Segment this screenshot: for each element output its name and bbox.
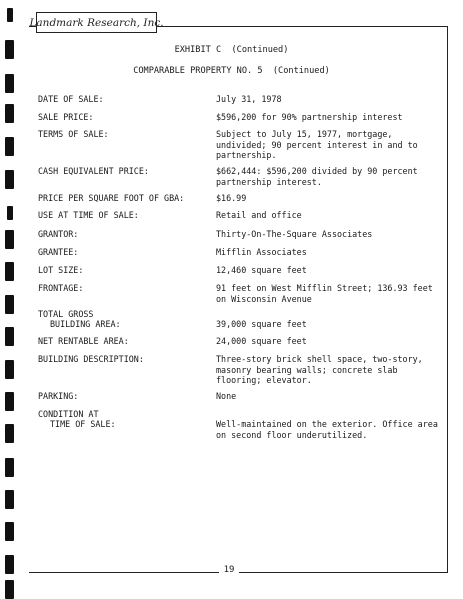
binding-hole — [5, 490, 14, 509]
binding-hole — [5, 295, 14, 314]
label-building-area: BUILDING AREA: — [50, 319, 121, 329]
value-date-of-sale: July 31, 1978 — [216, 94, 282, 104]
binding-hole — [5, 555, 14, 574]
label-parking: PARKING: — [38, 391, 79, 401]
label-grantor: GRANTOR: — [38, 229, 79, 239]
binding-hole — [5, 230, 14, 249]
property-title: COMPARABLE PROPERTY NO. 5 (Continued) — [133, 66, 330, 76]
label-grantee: GRANTEE: — [38, 247, 79, 257]
label-net-rentable-area: NET RENTABLE AREA: — [38, 336, 129, 346]
value-sale-price: $596,200 for 90% partnership interest — [216, 112, 403, 122]
label-date-of-sale: DATE OF SALE: — [38, 94, 104, 104]
binding-hole — [5, 392, 14, 411]
binding-hole — [5, 424, 14, 443]
frame-bottom-rule — [29, 572, 219, 573]
binding-hole — [5, 74, 14, 93]
value-terms-of-sale: Subject to July 15, 1977, mortgage, undivided; 90 percent interest in and to partnership. — [216, 129, 418, 160]
label-total-gross: TOTAL GROSS — [38, 309, 94, 319]
binding-hole — [5, 580, 14, 599]
value-parking: None — [216, 391, 237, 401]
value-grantee: Mifflin Associates — [216, 247, 307, 257]
value-lot-size: 12,460 square feet — [216, 265, 307, 275]
value-use-at-time-of-sale: Retail and office — [216, 210, 302, 220]
label-terms-of-sale: TERMS OF SALE: — [38, 129, 109, 139]
frame-bottom-rule — [239, 572, 448, 573]
binding-hole — [7, 206, 13, 220]
value-condition-at-time-of-sale: Well-maintained on the exterior. Office area on second floor underutilized. — [216, 419, 438, 440]
label-condition-at: CONDITION AT — [38, 409, 99, 419]
value-net-rentable-area: 24,000 square feet — [216, 336, 307, 346]
binding-hole — [5, 458, 14, 477]
label-cash-equivalent-price: CASH EQUIVALENT PRICE: — [38, 166, 149, 176]
binding-hole — [5, 360, 14, 379]
label-lot-size: LOT SIZE: — [38, 265, 84, 275]
binding-holes — [5, 0, 15, 599]
binding-hole — [5, 327, 14, 346]
page-number: 19 — [219, 565, 239, 575]
value-cash-equivalent-price: $662,444: $596,200 divided by 90 percent partnership interest. — [216, 166, 418, 187]
frame-right-rule — [447, 26, 448, 572]
value-building-description: Three-story brick shell space, two-story, masonry bearing walls; concrete slab flooring; elevator. — [216, 354, 423, 385]
value-frontage: 91 feet on West Mifflin Street; 136.93 feet on Wisconsin Avenue — [216, 283, 433, 304]
binding-hole — [5, 522, 14, 541]
binding-hole — [5, 137, 14, 156]
value-price-per-square-foot: $16.99 — [216, 193, 247, 203]
exhibit-title: EXHIBIT C (Continued) — [174, 45, 289, 55]
value-total-gross-building-area: 39,000 square feet — [216, 319, 307, 329]
binding-hole — [5, 262, 14, 281]
value-grantor: Thirty-On-The-Square Associates — [216, 229, 373, 239]
binding-hole — [7, 8, 13, 22]
label-frontage: FRONTAGE: — [38, 283, 84, 293]
label-price-per-square-foot: PRICE PER SQUARE FOOT OF GBA: — [38, 193, 185, 203]
letterhead-logo: Landmark Research, Inc. — [36, 12, 157, 33]
label-building-description: BUILDING DESCRIPTION: — [38, 354, 144, 364]
label-sale-price: SALE PRICE: — [38, 112, 94, 122]
label-time-of-sale: TIME OF SALE: — [50, 419, 116, 429]
binding-hole — [5, 104, 14, 123]
label-use-at-time-of-sale: USE AT TIME OF SALE: — [38, 210, 139, 220]
binding-hole — [5, 170, 14, 189]
